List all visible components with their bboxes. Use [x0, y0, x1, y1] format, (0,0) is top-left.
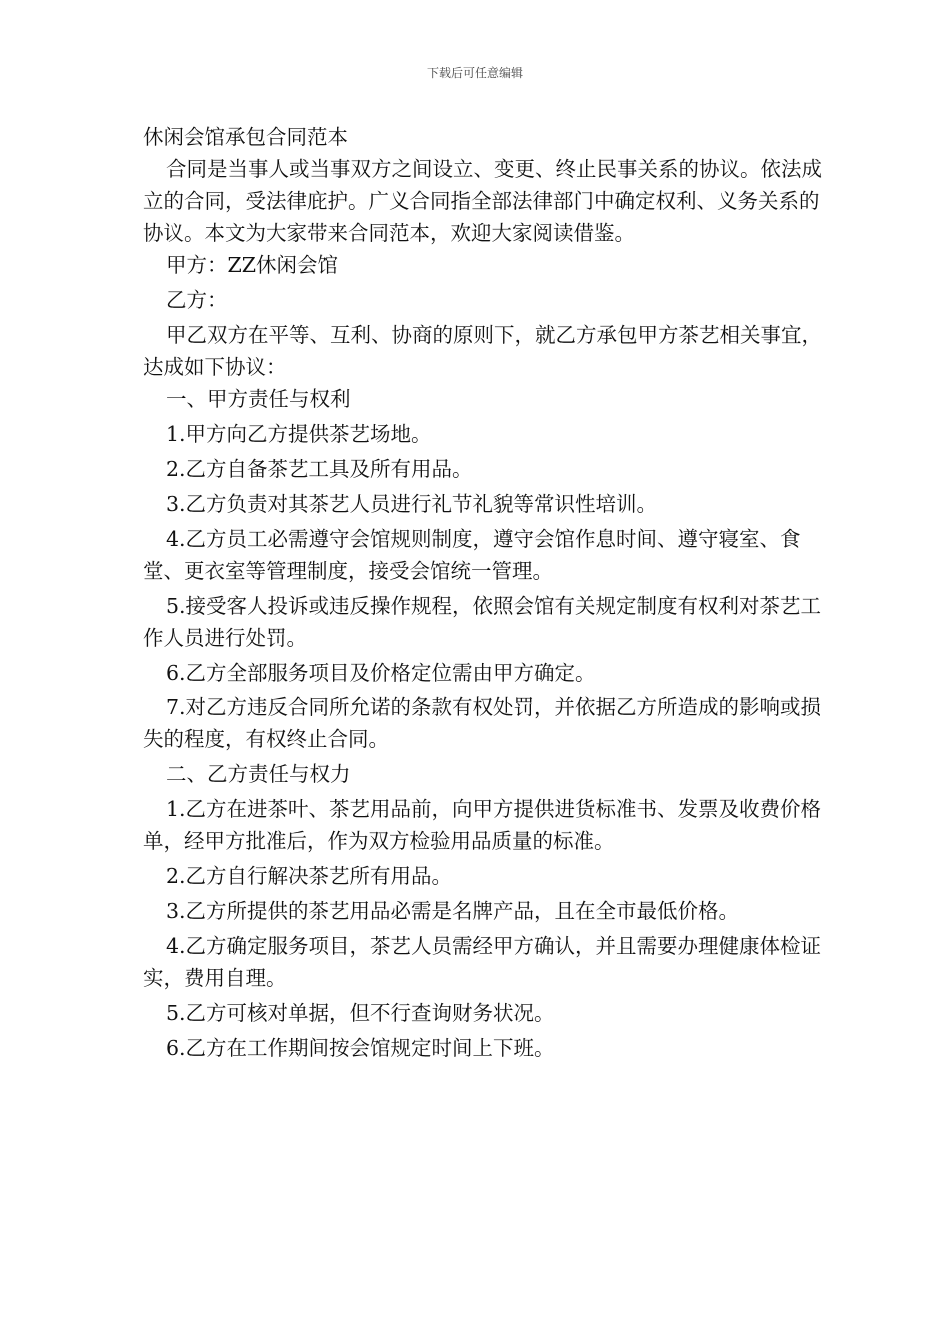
- section2-item: 4.乙方确定服务项目，茶艺人员需经甲方确认，并且需要办理健康体检证实，费用自理。: [143, 934, 822, 991]
- section1-item: 2.乙方自备茶艺工具及所有用品。: [166, 456, 473, 481]
- section2-item: 2.乙方自行解决茶艺所有用品。: [166, 864, 453, 889]
- preamble-paragraph: 甲乙双方在平等、互利、协商的原则下，就乙方承包甲方茶艺相关事宜，达成如下协议：: [143, 322, 822, 379]
- document-body: [143, 122, 833, 1068]
- section1-item: 7.对乙方违反合同所允诺的条款有权处罚，并依据乙方所造成的影响或损失的程度，有权终止合同。: [143, 695, 822, 752]
- section2-heading: 二、乙方责任与权力: [166, 762, 351, 787]
- section1-item: 3.乙方负责对其茶艺人员进行礼节礼貌等常识性培训。: [166, 491, 658, 516]
- section2-item: 5.乙方可核对单据，但不行查询财务状况。: [166, 1001, 555, 1026]
- section1-item: 5.接受客人投诉或违反操作规程，依照会馆有关规定制度有权利对茶艺工作人员进行处罚。: [143, 593, 822, 650]
- section2-item: 1.乙方在进茶叶、茶艺用品前，向甲方提供进货标准书、发票及收费价格单，经甲方批准后，作为双方检验用品质量的标准。: [143, 797, 822, 854]
- section2-item: 6.乙方在工作期间按会馆规定时间上下班。: [166, 1036, 555, 1061]
- section1-item: 6.乙方全部服务项目及价格定位需由甲方确定。: [166, 660, 596, 685]
- section1-item: 4.乙方员工必需遵守会馆规则制度，遵守会馆作息时间、遵守寝室、食堂、更衣室等管理制度，接受会馆统一管理。: [143, 526, 801, 583]
- party-a: 甲方：ZZ休闲会馆: [166, 252, 338, 277]
- section2-item: 3.乙方所提供的茶艺用品必需是名牌产品，且在全市最低价格。: [166, 899, 740, 924]
- section1-heading: 一、甲方责任与权利: [166, 386, 351, 411]
- section1-item: 1.甲方向乙方提供茶艺场地。: [166, 421, 432, 446]
- intro-paragraph: 合同是当事人或当事双方之间设立、变更、终止民事关系的协议。依法成立的合同，受法律庇护。广义合同指全部法律部门中确定权利、义务关系的协议。本文为大家带来合同范本，欢迎大家阅读借鉴。: [143, 156, 822, 245]
- party-b: 乙方：: [166, 287, 228, 312]
- document-title: 休闲会馆承包合同范本: [143, 125, 348, 149]
- page-header: 下载后可任意编辑: [426, 66, 523, 80]
